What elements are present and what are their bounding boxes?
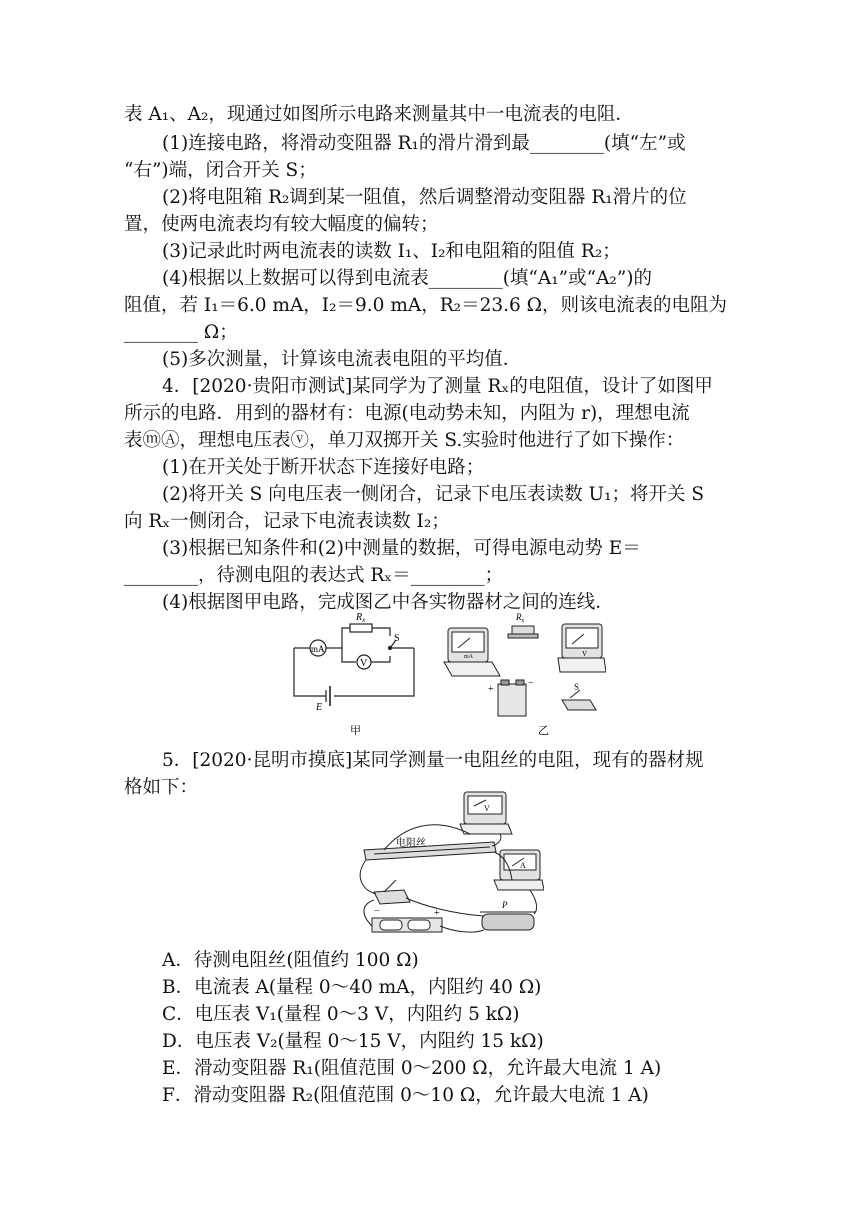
option-a: A．待测电阻丝(阻值约 100 Ω) [162,950,419,971]
apparatus-v-label: V [582,650,588,658]
battery-label: E [316,702,323,713]
text-line: (4)根据以上数据可以得到电流表________(填“A₁”或“A₂”)的 [162,268,653,289]
rx-label: $R_x$ [356,612,366,624]
text-line: (1)连接电路，将滑动变阻器 R₁的滑片滑到最________(填“左”或 [162,133,686,154]
option-f: F．滑动变阻器 R₂(阻值范围 0～10 Ω，允许最大电流 1 A) [162,1085,649,1106]
question-4-title: 4．[2020·贵阳市测试]某同学为了测量 Rₓ的电阻值，设计了如图甲 [162,376,713,397]
ammeter-label: mA [311,644,325,654]
text-line: 向 Rₓ一侧闭合，记录下电流表读数 I₂； [124,511,450,532]
voltmeter-label: V [484,804,490,813]
text-line: 表 A₁、A₂，现通过如图所示电路来测量其中一电流表的电阻． [124,104,634,125]
text-line: “右”)端，闭合开关 S； [124,160,317,181]
switch-label: S [394,633,400,644]
text-line: ________ Ω； [124,322,238,343]
text-line: (4)根据图甲电路，完成图乙中各实物器材之间的连线． [162,592,614,613]
text-line: 阻值，若 I₁＝6.0 mA，I₂＝9.0 mA，R₂＝23.6 Ω，则该电流表的电阻为 [124,295,727,316]
option-e: E．滑动变阻器 R₁(阻值范围 0～200 Ω，允许最大电流 1 A) [162,1058,662,1079]
ammeter-label: A [520,861,526,870]
text-line: ________，待测电阻的表达式 Rₓ＝________； [124,565,504,586]
text-line: (3)记录此时两电流表的读数 I₁、I₂和电阻箱的阻值 R₂； [162,241,621,262]
text-line: (3)根据已知条件和(2)中测量的数据，可得电源电动势 E＝ [162,538,641,559]
battery-plus-label: + [488,684,494,695]
text-line: 所示的电路．用到的器材有：电源(电动势未知，内阻为 r)，理想电流 [124,403,690,424]
battery-minus-label: − [528,678,534,689]
text-line: (2)将开关 S 向电压表一侧闭合，记录下电压表读数 U₁；将开关 S [162,484,705,505]
apparatus-switch-label: S [574,682,580,692]
slider-label: P [502,900,508,910]
figure-caption-right: 乙 [538,725,549,737]
text-line: (2)将电阻箱 R₂调到某一阻值，然后调整滑动变阻器 R₁滑片的位 [162,187,687,208]
question-5-title: 5．[2020·昆明市摸底]某同学测量一电阻丝的电阻，现有的器材规 [162,750,704,771]
voltmeter-label: V [360,658,368,669]
figure-caption-left: 甲 [350,725,361,737]
text-line: (5)多次测量，计算该电流表电阻的平均值． [162,349,522,370]
battery-plus-label: + [434,908,440,919]
option-c: C．电压表 V₁(量程 0～3 V，内阻约 5 kΩ) [162,1004,520,1025]
text-line: 表ⓜⒶ，理想电压表ⓥ，单刀双掷开关 S.实验时他进行了如下操作： [124,430,685,451]
text-line: (1)在开关处于断开状态下连接好电路； [162,457,485,478]
option-b: B．电流表 A(量程 0～40 mA，内阻约 40 Ω) [162,977,542,998]
apparatus-rx-label: $R_x$ [516,612,525,624]
circuit-figure [286,610,606,740]
option-d: D．电压表 V₂(量程 0～15 V，内阻约 15 kΩ) [162,1031,544,1052]
battery-minus-label: − [374,906,380,917]
wire-label: 电阻丝 [396,838,426,849]
apparatus-ma-label: mA [464,654,473,660]
apparatus-figure [344,786,544,942]
text-line: 置，使两电流表均有较大幅度的偏转； [124,214,439,235]
text-line: 格如下： [124,777,199,798]
